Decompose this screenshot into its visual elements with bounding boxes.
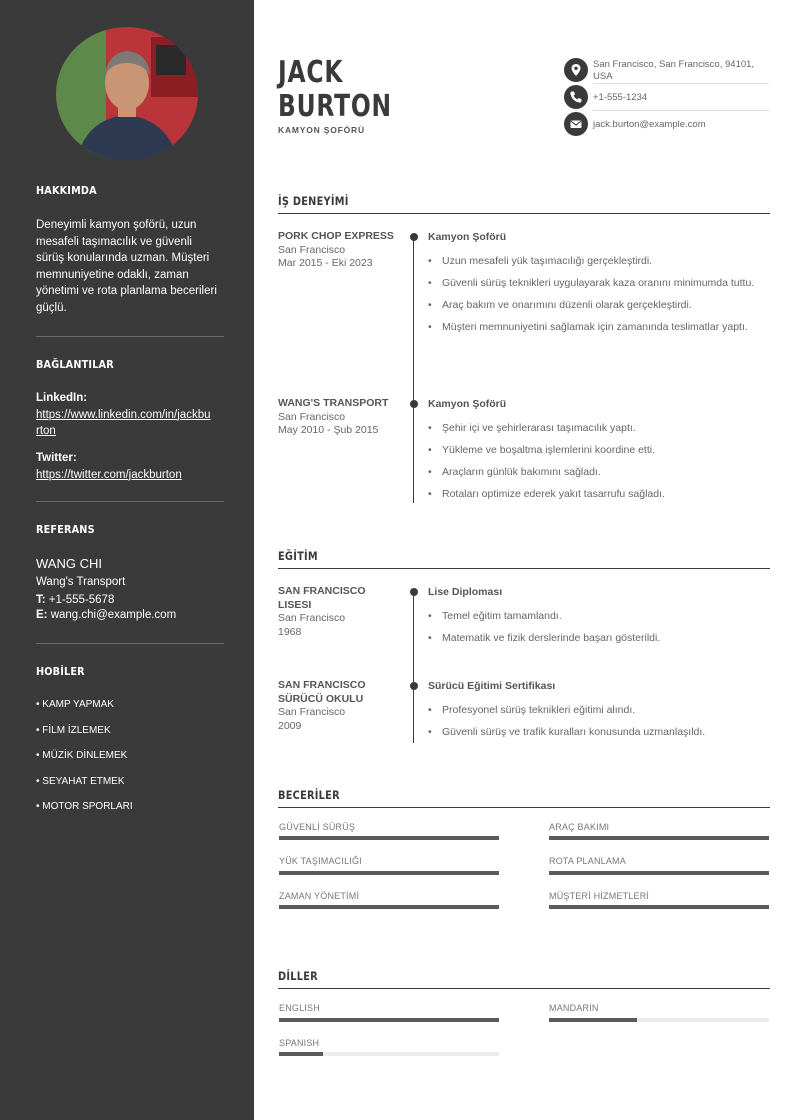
- skill-label: MÜŞTERİ HİZMETLERİ: [549, 891, 650, 901]
- language-label: SPANISH: [279, 1038, 320, 1048]
- linkedin-label: LinkedIn:: [36, 392, 88, 404]
- section-divider: [278, 213, 770, 214]
- bullet-list: [428, 609, 768, 653]
- language-bar: [549, 1018, 769, 1022]
- org-dates: 1968: [278, 625, 302, 638]
- reference-name: WANG CHI: [36, 556, 102, 571]
- experience-org: [278, 230, 398, 271]
- list-item: • Araçların günlük bakımını sağladı.: [428, 465, 768, 479]
- reference-email-label: E:: [36, 609, 48, 621]
- divider: [36, 336, 224, 337]
- org-name: SAN FRANCISCO LISESI: [278, 585, 366, 611]
- skill-label: ROTA PLANLAMA: [549, 856, 626, 866]
- reference-email-value: wang.chi@example.com: [50, 609, 177, 621]
- skill-label: ARAÇ BAKIMI: [549, 822, 610, 832]
- skill-label: GÜVENLİ SÜRÜŞ: [279, 822, 356, 832]
- divider: [36, 501, 224, 502]
- reference-phone-label: T:: [36, 594, 46, 606]
- timeline-line: [413, 591, 414, 743]
- skill-bar: [279, 836, 499, 840]
- timeline-dot: [410, 682, 418, 690]
- org-dates: Mar 2015 - Eki 2023: [278, 257, 373, 269]
- skill-bar-fill: [279, 871, 499, 875]
- timeline-line: [413, 236, 414, 503]
- reference-title: REFERANS: [36, 523, 95, 536]
- first-name: JACK: [278, 55, 344, 90]
- hobby-item: • FİLM İZLEMEK: [36, 725, 111, 736]
- job-title: KAMYON ŞOFÖRÜ: [278, 125, 365, 135]
- org-location: San Francisco: [278, 706, 346, 718]
- language-bar-fill: [279, 1018, 499, 1022]
- role-title: Kamyon Şoförü: [428, 398, 507, 410]
- links-title: BAĞLANTILAR: [36, 358, 114, 371]
- org-dates: 2009: [278, 719, 302, 732]
- twitter-link[interactable]: https://twitter.com/jackburton: [36, 468, 182, 481]
- skill-label: YÜK TAŞIMACILIĞI: [279, 856, 362, 866]
- list-item: • Rotaları optimize ederek yakıt tasarrufu sağladı.: [428, 487, 768, 501]
- list-item: • Güvenli sürüş teknikleri uygulayarak kaza oranını minimumda tuttu.: [428, 276, 768, 290]
- about-text: Deneyimli kamyon şoförü, uzun mesafeli taşımacılık ve güvenli sürüş konularında uzman. Müşteri memnuniyetine odaklı, zaman yönetimi ve rota planlama becerileri güçlü.: [36, 219, 217, 314]
- list-item: • Müşteri memnuniyetini sağlamak için zamanında teslimatlar yaptı.: [428, 320, 768, 334]
- language-label: ENGLISH: [279, 1003, 320, 1013]
- language-bar-fill: [279, 1052, 323, 1056]
- org-location: San Francisco: [278, 243, 346, 256]
- education-org: [278, 679, 388, 733]
- language-label: MANDARIN: [549, 1003, 599, 1013]
- hobby-item: • SEYAHAT ETMEK: [36, 776, 125, 787]
- skills-title: BECERİLER: [278, 788, 340, 802]
- role-title: Kamyon Şoförü: [428, 231, 507, 243]
- skill-bar-fill: [549, 836, 769, 840]
- education-org: [278, 585, 388, 639]
- about-title: HAKKIMDA: [36, 184, 97, 197]
- profile-photo: [56, 27, 198, 161]
- list-item: • Temel eğitim tamamlandı.: [428, 609, 768, 623]
- org-name: WANG'S TRANSPORT: [278, 397, 389, 409]
- language-bar: [279, 1018, 499, 1022]
- language-bar-fill: [549, 1018, 637, 1022]
- hobby-item: • MOTOR SPORLARI: [36, 801, 133, 812]
- section-divider: [278, 807, 770, 808]
- experience-org: [278, 397, 398, 438]
- skill-bar: [279, 871, 499, 875]
- linkedin-block: [36, 390, 221, 440]
- skill-bar: [549, 871, 769, 875]
- list-item: • Profesyonel sürüş teknikleri eğitimi alındı.: [428, 703, 768, 717]
- reference-email: [36, 607, 221, 624]
- linkedin-link[interactable]: https://www.linkedin.com/in/jackburton: [36, 408, 211, 437]
- org-location: San Francisco: [278, 612, 346, 624]
- education-title: EĞİTİM: [278, 549, 318, 563]
- skill-bar-fill: [279, 836, 499, 840]
- list-item: • Yükleme ve boşaltma işlemlerini koordine etti.: [428, 443, 768, 457]
- list-item: • Uzun mesafeli yük taşımacılığı gerçekleştirdi.: [428, 254, 768, 268]
- bullet-list: [428, 421, 768, 509]
- mail-icon: [564, 112, 588, 136]
- contact-address: San Francisco, San Francisco, 94101, USA: [593, 59, 755, 82]
- divider: [36, 643, 224, 644]
- list-item: • Matematik ve fizik derslerinde başarı gösterildi.: [428, 631, 768, 645]
- location-pin-icon: [564, 58, 588, 82]
- divider: [593, 110, 769, 111]
- skill-bar-fill: [549, 871, 769, 875]
- skill-bar-fill: [279, 905, 499, 909]
- twitter-label: Twitter:: [36, 452, 77, 464]
- bullet-list: [428, 703, 768, 747]
- list-item: • Güvenli sürüş ve trafik kuralları konusunda uzmanlaşıldı.: [428, 725, 768, 739]
- org-location: San Francisco: [278, 410, 346, 423]
- divider: [593, 83, 769, 84]
- contact-email: jack.burton@example.com: [593, 119, 706, 130]
- hobby-item: • MÜZİK DİNLEMEK: [36, 750, 128, 761]
- sidebar: [0, 0, 254, 1120]
- skill-bar: [279, 905, 499, 909]
- degree-title: Lise Diploması: [428, 586, 503, 598]
- org-name: PORK CHOP EXPRESS: [278, 230, 394, 242]
- last-name: BURTON: [278, 89, 392, 124]
- list-item: • Şehir içi ve şehirlerarası taşımacılık yaptı.: [428, 421, 768, 435]
- org-name: SAN FRANCISCO SÜRÜCÜ OKULU: [278, 679, 366, 705]
- degree-title: Sürücü Eğitimi Sertifikası: [428, 680, 556, 692]
- twitter-block: [36, 450, 221, 483]
- hobbies-title: HOBİLER: [36, 665, 85, 678]
- timeline-dot: [410, 233, 418, 241]
- contact-phone: +1-555-1234: [593, 92, 648, 103]
- phone-icon: [564, 85, 588, 109]
- skill-bar-fill: [549, 905, 769, 909]
- section-divider: [278, 568, 770, 569]
- skill-label: ZAMAN YÖNETİMİ: [279, 891, 360, 901]
- language-bar: [279, 1052, 499, 1056]
- bullet-list: [428, 254, 768, 342]
- list-item: • Araç bakım ve onarımını düzenli olarak gerçekleştirdi.: [428, 298, 768, 312]
- skill-bar: [549, 905, 769, 909]
- reference-company: Wang's Transport: [36, 576, 126, 588]
- languages-title: DİLLER: [278, 969, 318, 983]
- timeline-dot: [410, 400, 418, 408]
- section-divider: [278, 988, 770, 989]
- reference-phone-value: +1-555-5678: [48, 594, 115, 606]
- timeline-dot: [410, 588, 418, 596]
- experience-title: İŞ DENEYİMİ: [278, 194, 349, 208]
- skill-bar: [549, 836, 769, 840]
- hobby-item: • KAMP YAPMAK: [36, 699, 114, 710]
- org-dates: May 2010 - Şub 2015: [278, 424, 379, 436]
